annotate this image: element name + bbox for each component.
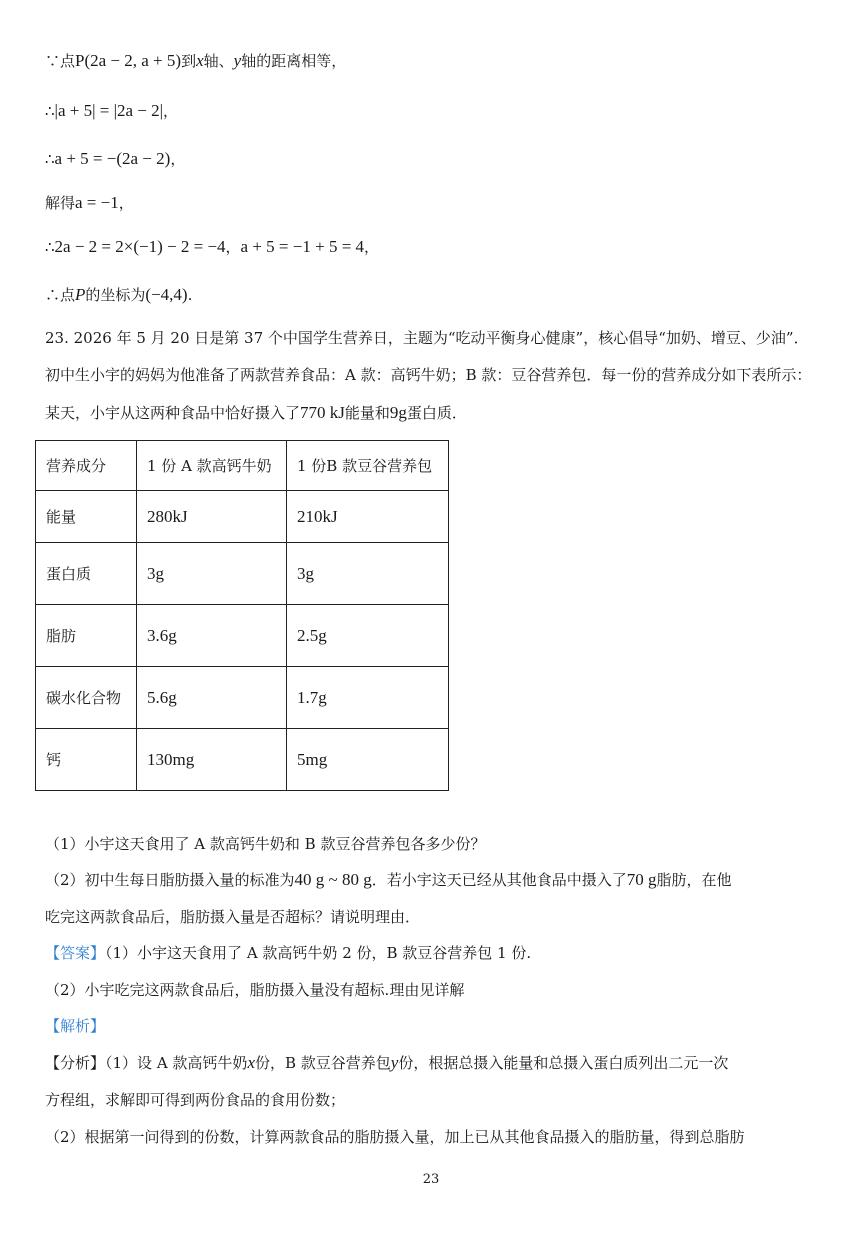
table-row — [36, 543, 449, 605]
table-cell: 280kJ — [137, 491, 287, 543]
text: ∴ — [45, 102, 55, 120]
math-abs-equation: |a + 5| = |2a − 2| — [54, 101, 164, 120]
table-cell: 3.6g — [137, 605, 287, 667]
text: 能量和 — [344, 404, 390, 422]
table-cell: 碳水化合物 — [36, 667, 137, 729]
text: 份，B 款豆谷营养包 — [254, 1054, 391, 1072]
text: 脂肪，在他 — [656, 871, 732, 889]
text: ．若小宇这天已经从其他食品中摄入了 — [371, 871, 627, 889]
table-cell: 3g — [137, 543, 287, 605]
text: （1）设 A 款高钙牛奶 — [105, 1054, 248, 1072]
fenxi-line-1 — [45, 1052, 728, 1074]
answer-1: （1）小宇这天食用了 A 款高钙牛奶 2 份，B 款豆谷营养包 1 份. — [105, 944, 532, 962]
solution-line-6 — [45, 284, 192, 306]
text: 轴、 — [203, 52, 234, 70]
text: ， — [364, 238, 380, 256]
answer-line-1 — [45, 942, 531, 964]
text: ， — [170, 150, 186, 168]
table-row — [36, 667, 449, 729]
fat-intake-value: 70 g — [626, 870, 657, 889]
table-header: 1 份B 款豆谷营养包 — [287, 441, 449, 491]
var-y: y — [233, 51, 242, 70]
table-row — [36, 729, 449, 791]
solution-line-3 — [45, 148, 185, 170]
table-cell: 2.5g — [287, 605, 449, 667]
text: ， — [163, 102, 179, 120]
nutrition-table — [35, 440, 449, 791]
var-x: x — [196, 51, 204, 70]
solution-line-2 — [45, 100, 178, 122]
math-calc-2: a + 5 = −1 + 5 = 4 — [240, 237, 365, 256]
table-cell: 蛋白质 — [36, 543, 137, 605]
table-header: 1 份 A 款高钙牛奶 — [137, 441, 287, 491]
fat-standard-range: 40 g ~ 80 g — [294, 870, 372, 889]
answer-label: 【答案】 — [45, 944, 106, 962]
page-number: 23 — [422, 1172, 440, 1187]
question-1: （1）小宇这天食用了 A 款高钙牛奶和 B 款豆谷营养包各多少份？ — [45, 835, 486, 853]
text: ， — [225, 238, 241, 256]
var-x: x — [247, 1053, 255, 1072]
energy-value: 770 kJ — [300, 403, 345, 422]
text: 轴的距离相等， — [241, 52, 347, 70]
problem-intro: 23. 2026 年 5 月 20 日是第 37 个中国学生营养日，主题为“吃动平衡身心健康”，核心倡导“加奶、增豆、少油”．初中生小宇的妈妈为他准备了两款营养食品：A 款：高钙牛奶；B 款：豆谷营养包．每一份的营养成分如下表所示：某天，小宇从这两种食品中恰好摄入了 — [45, 329, 812, 422]
math-equation: a + 5 = −(2a − 2) — [54, 149, 171, 168]
math-point-p: P(2a − 2, a + 5) — [75, 51, 182, 70]
solution-line-4 — [45, 192, 134, 214]
fenxi-line-3: （2）根据第一问得到的份数，计算两款食品的脂肪摄入量，加上已从其他食品摄入的脂肪量，得到总脂肪 — [45, 1128, 745, 1146]
analysis-label: 【解析】 — [45, 1017, 106, 1035]
var-p: P — [75, 285, 86, 304]
table-row — [36, 605, 449, 667]
table-cell: 钙 — [36, 729, 137, 791]
table-cell: 脂肪 — [36, 605, 137, 667]
text: ∴ — [45, 150, 55, 168]
table-cell: 1.7g — [287, 667, 449, 729]
text: （2）初中生每日脂肪摄入量的标准为 — [45, 871, 295, 889]
text: 到 — [181, 52, 197, 70]
text: ， — [118, 194, 134, 212]
math-coordinates: (−4,4) — [145, 285, 188, 304]
text: ∵点 — [45, 52, 76, 70]
question-2-line-2: 吃完这两款食品后，脂肪摄入量是否超标？请说明理由． — [45, 908, 421, 926]
protein-value: 9g — [389, 403, 407, 422]
text: 解得 — [45, 194, 76, 212]
question-2-line-1 — [45, 869, 732, 891]
text: . — [187, 286, 193, 304]
table-cell: 130mg — [137, 729, 287, 791]
table-cell: 5.6g — [137, 667, 287, 729]
text: 份，根据总摄入能量和总摄入蛋白质列出二元一次 — [398, 1054, 729, 1072]
text: 蛋白质． — [406, 404, 467, 422]
var-y: y — [390, 1053, 399, 1072]
table-cell: 能量 — [36, 491, 137, 543]
problem-statement — [45, 320, 815, 432]
math-solution: a = −1 — [75, 193, 119, 212]
table-header: 营养成分 — [36, 441, 137, 491]
table-header-row — [36, 441, 449, 491]
text: ∴ — [45, 238, 55, 256]
solution-line-5 — [45, 236, 379, 258]
fenxi-label: 【分析】 — [45, 1054, 106, 1072]
answer-line-2: （2）小宇吃完这两款食品后，脂肪摄入量没有超标.理由见详解 — [45, 981, 465, 999]
solution-line-1 — [45, 50, 346, 72]
table-cell: 3g — [287, 543, 449, 605]
text: ∴点 — [45, 286, 76, 304]
table-cell: 5mg — [287, 729, 449, 791]
fenxi-line-2: 方程组，求解即可得到两份食品的食用份数； — [45, 1091, 346, 1109]
table-cell: 210kJ — [287, 491, 449, 543]
table-row — [36, 491, 449, 543]
math-calc-1: 2a − 2 = 2×(−1) − 2 = −4 — [54, 237, 226, 256]
text: 的坐标为 — [85, 286, 146, 304]
